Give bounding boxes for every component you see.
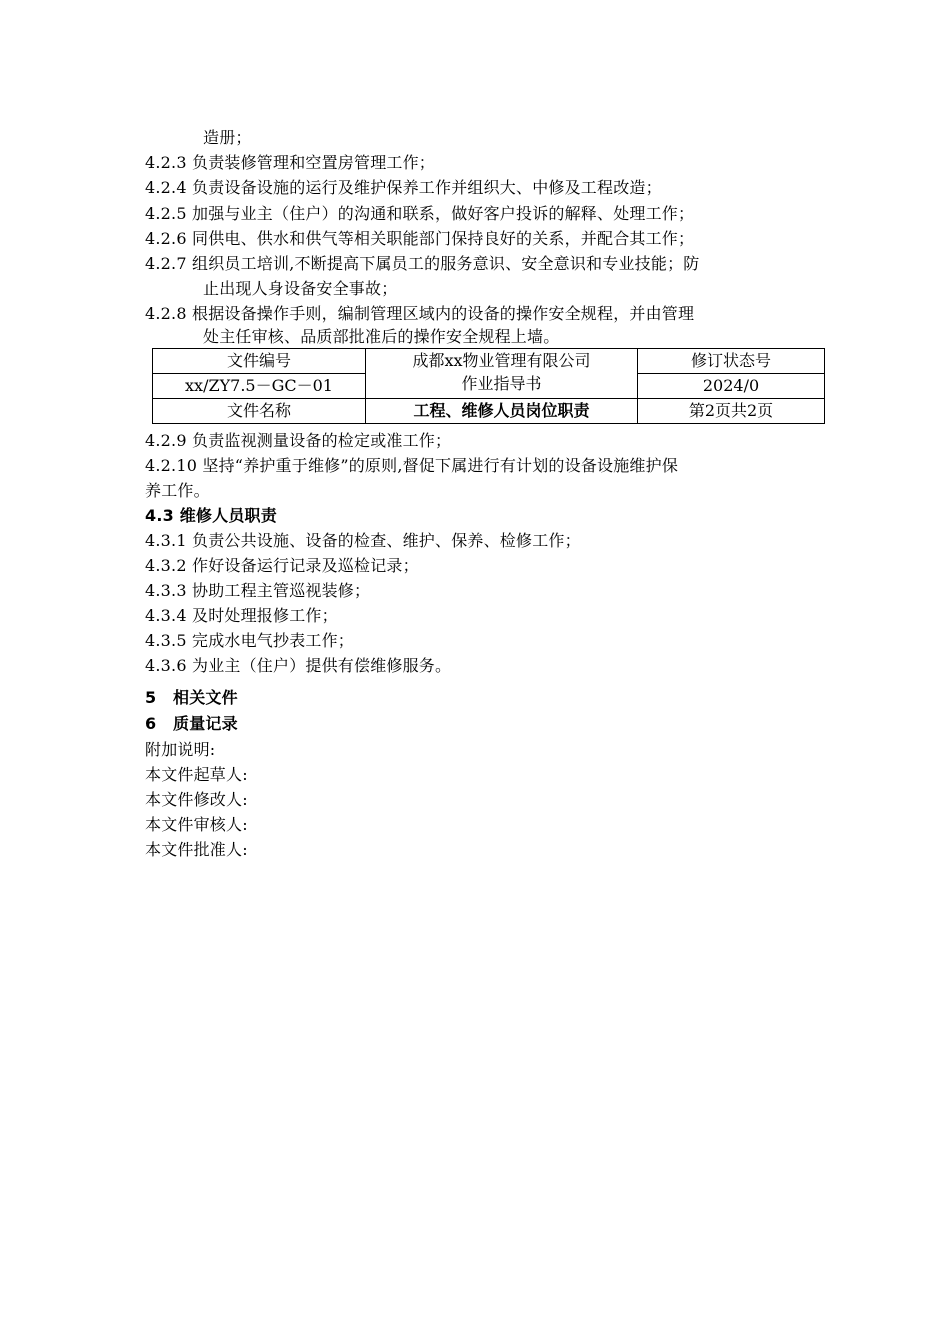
list-item: 4.3.3 协助工程主管巡视装修；	[145, 581, 371, 600]
doc-name-value: 工程、维修人员岗位职责	[366, 399, 638, 424]
doc-number-label: 文件编号	[153, 349, 366, 374]
body-line: 4.2.5 加强与业主（住户）的沟通和联系，做好客户投诉的解释、处理工作；	[145, 204, 695, 223]
section-title: 相关文件	[173, 688, 238, 707]
revision-value: 2024/0	[638, 374, 825, 399]
drafter-line: 本文件起草人:	[145, 765, 248, 784]
modifier-line: 本文件修改人:	[145, 790, 248, 809]
doc-name-label: 文件名称	[153, 399, 366, 424]
body-line: 4.2.9 负责监视测量设备的检定或准工作；	[145, 431, 452, 450]
body-line: 止出现人身设备安全事故；	[203, 279, 398, 298]
notes-label: 附加说明:	[145, 740, 216, 759]
company-cell	[366, 349, 638, 399]
company-name: 成都xx物业管理有限公司	[412, 351, 591, 370]
body-line: 4.2.8 根据设备操作手则，编制管理区域内的设备的操作安全规程，并由管理	[145, 304, 695, 323]
body-line: 处主任审核、品质部批准后的操作安全规程上墙。	[203, 327, 560, 346]
section-number: 6	[145, 714, 157, 733]
body-line: 4.2.3 负责装修管理和空置房管理工作；	[145, 153, 435, 172]
section-number: 5	[145, 688, 157, 707]
list-item: 4.3.5 完成水电气抄表工作；	[145, 631, 354, 650]
doc-type: 作业指导书	[461, 374, 542, 393]
document-header-table	[152, 348, 825, 424]
reviewer-line: 本文件审核人:	[145, 815, 248, 834]
page-info: 第2页共2页	[638, 399, 825, 424]
revision-label: 修订状态号	[638, 349, 825, 374]
body-line: 4.2.4 负责设备设施的运行及维护保养工作并组织大、中修及工程改造；	[145, 178, 662, 197]
body-line: 养工作。	[145, 481, 210, 500]
list-item: 4.3.4 及时处理报修工作；	[145, 606, 338, 625]
section-heading-6	[145, 714, 238, 734]
body-line: 造册；	[203, 128, 252, 147]
section-heading-5	[145, 688, 238, 708]
section-title: 质量记录	[173, 714, 238, 733]
list-item: 4.3.2 作好设备运行记录及巡检记录；	[145, 556, 419, 575]
body-line: 4.2.6 同供电、供水和供气等相关职能部门保持良好的关系，并配合其工作；	[145, 229, 695, 248]
approver-line: 本文件批准人:	[145, 840, 248, 859]
section-heading-4-3: 4.3 维修人员职责	[145, 506, 277, 525]
list-item: 4.3.6 为业主（住户）提供有偿维修服务。	[145, 656, 452, 675]
list-item: 4.3.1 负责公共设施、设备的检查、维护、保养、检修工作；	[145, 531, 581, 550]
doc-number-value: xx/ZY7.5－GC－01	[153, 374, 366, 399]
body-line: 4.2.10 坚持“养护重于维修”的原则,督促下属进行有计划的设备设施维护保	[145, 456, 679, 475]
body-line: 4.2.7 组织员工培训,不断提高下属员工的服务意识、安全意识和专业技能；防	[145, 254, 700, 273]
